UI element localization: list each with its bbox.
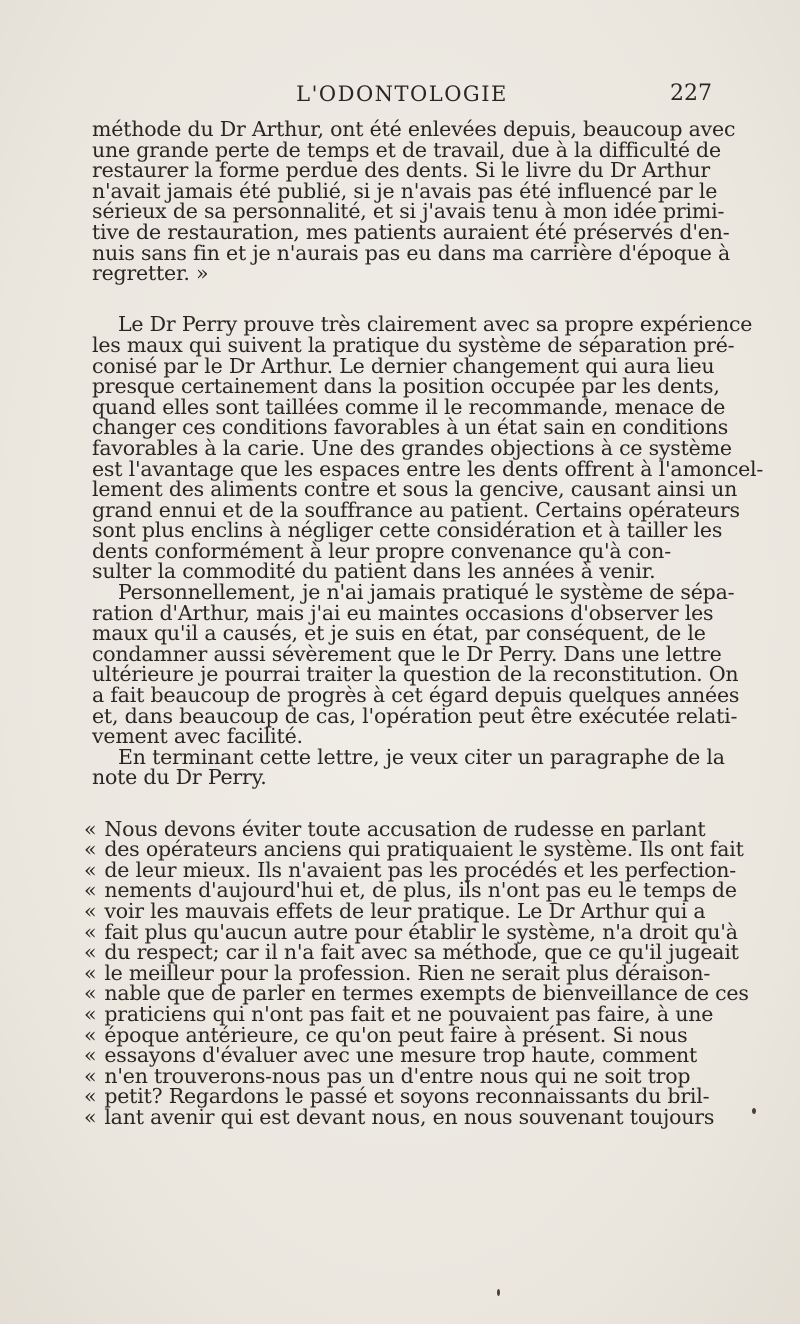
guillemet-mark: «: [84, 1001, 97, 1026]
text-line: note du Dr Perry.: [92, 765, 267, 790]
guillemet-mark: «: [84, 878, 97, 903]
text-line: grand ennui et de la souffrance au patient. Certains opérateurs: [92, 497, 740, 522]
guillemet-mark: «: [84, 857, 97, 882]
text-line: Personnellement, je n'ai jamais pratiqué le système de sépa-: [118, 580, 735, 605]
ink-speck: [752, 1108, 756, 1114]
paragraph-personnellement: [92, 580, 740, 749]
quote-line: [84, 857, 737, 882]
text-line: n'avait jamais été publié, si je n'avais pas été influencé par le: [92, 178, 718, 203]
quote-line: [84, 837, 744, 862]
paragraph-gap: [92, 284, 712, 305]
quote-line: [84, 898, 712, 923]
page-number: 227: [670, 81, 712, 106]
text-line: quand elles sont taillées comme il le recommande, menace de: [92, 394, 726, 419]
quote-text: nable que de parler en termes exempts de bienveillance de ces: [104, 981, 749, 1006]
text-line: méthode du Dr Arthur, ont été enlevées depuis, beaucoup avec: [92, 117, 736, 141]
quote-line: [84, 1022, 712, 1047]
ink-speck: [497, 1289, 500, 1296]
guillemet-mark: «: [84, 960, 97, 985]
text-line: Le Dr Perry prouve très clairement avec sa propre expérience: [118, 312, 753, 337]
text-line: a fait beaucoup de progrès à cet égard depuis quelques années: [92, 683, 740, 708]
quote-line: [84, 919, 738, 944]
guillemet-mark: «: [84, 837, 97, 862]
guillemet-mark: «: [84, 919, 97, 944]
text-line: regretter. »: [92, 261, 209, 286]
text-line: restaurer la forme perdue des dents. Si le livre du Dr Arthur: [92, 158, 710, 183]
text-line: ration d'Arthur, mais j'ai eu maintes occasions d'observer les: [92, 600, 714, 625]
quote-line: [84, 1063, 712, 1088]
journal-title: L'ODONTOLOGIE: [296, 82, 508, 106]
paragraph-continuation: [92, 117, 736, 286]
quote-line: [84, 816, 712, 841]
quote-text: essayons d'évaluer avec une mesure trop haute, comment: [104, 1043, 698, 1068]
guillemet-mark: «: [84, 1022, 97, 1047]
quote-text: nements d'aujourd'hui et, de plus, ils n'ont pas eu le temps de: [104, 878, 737, 903]
text-line: ultérieure je pourrai traiter la question de la reconstitution. On: [92, 662, 739, 687]
text-line: conisé par le Dr Arthur. Le dernier changement qui aura lieu: [92, 353, 715, 378]
guillemet-mark: «: [84, 1104, 97, 1129]
quote-text: petit? Regardons le passé et soyons reconnaissants du bril-: [104, 1084, 710, 1109]
text-line: maux qu'il a causés, et je suis en état, par conséquent, de le: [92, 621, 706, 646]
text-line: sont plus enclins à négliger cette considération et à tailler les: [92, 518, 723, 543]
running-head: [92, 78, 712, 110]
text-line: et, dans beaucoup de cas, l'opération peut être exécutée relati-: [92, 703, 738, 728]
text-line: est l'avantage que les espaces entre les dents offrent à l'amoncel-: [92, 456, 764, 481]
text-line: favorables à la carie. Une des grandes objections à ce système: [92, 435, 732, 460]
text-line: sulter la commodité du patient dans les années à venir.: [92, 559, 656, 584]
quote-text: fait plus qu'aucun autre pour établir le système, n'a droit qu'à: [104, 919, 738, 944]
text-line: lement des aliments contre et sous la gencive, causant ainsi un: [92, 477, 738, 502]
quote-line: [84, 1001, 714, 1026]
text-line: une grande perte de temps et de travail, due à la difficulté de: [92, 137, 721, 162]
quote-text: de leur mieux. Ils n'avaient pas les procédés et les perfection-: [104, 857, 737, 882]
quotation-block: [84, 816, 749, 1129]
quote-text: du respect; car il n'a fait avec sa méthode, que ce qu'il jugeait: [104, 940, 739, 965]
quote-line: [84, 1084, 712, 1109]
text-line: condamner aussi sévèrement que le Dr Perry. Dans une lettre: [92, 641, 722, 666]
text-line: les maux qui suivent la pratique du système de séparation pré-: [92, 332, 735, 357]
text-line: nuis sans fin et je n'aurais pas eu dans ma carrière d'époque à: [92, 240, 730, 265]
quote-line: [84, 981, 749, 1006]
quote-text: praticiens qui n'ont pas fait et ne pouvaient pas faire, à une: [104, 1001, 714, 1026]
quote-text: n'en trouverons-nous pas un d'entre nous qui ne soit trop: [104, 1063, 691, 1088]
quote-line: [84, 1043, 712, 1068]
guillemet-mark: «: [84, 940, 97, 965]
quote-text: époque antérieure, ce qu'on peut faire à présent. Si nous: [104, 1022, 688, 1047]
quote-text: voir les mauvais effets de leur pratique. Le Dr Arthur qui a: [104, 898, 706, 923]
text-line: changer ces conditions favorables à un état sain en conditions: [92, 415, 729, 440]
text-line: tive de restauration, mes patients auraient été préservés d'en-: [92, 219, 730, 244]
quote-line: [84, 960, 712, 985]
quote-line: [84, 1104, 715, 1129]
quote-text: le meilleur pour la profession. Rien ne serait plus déraison-: [104, 960, 711, 985]
guillemet-mark: «: [84, 898, 97, 923]
quote-text: Nous devons éviter toute accusation de rudesse en parlant: [104, 816, 706, 841]
paragraph-perry: [92, 312, 764, 584]
quote-line: [84, 940, 739, 965]
guillemet-mark: «: [84, 816, 97, 841]
quote-text: lant avenir qui est devant nous, en nous souvenant toujours: [104, 1104, 715, 1129]
guillemet-mark: «: [84, 1043, 97, 1068]
text-line: En terminant cette lettre, je veux citer un paragraphe de la: [118, 744, 725, 769]
paragraph-en-terminant: [92, 744, 725, 790]
text-line: vement avec facilité.: [92, 724, 303, 749]
text-line: dents conformément à leur propre convenance qu'à con-: [92, 538, 671, 563]
guillemet-mark: «: [84, 981, 97, 1006]
text-line: sérieux de sa personnalité, et si j'avais tenu à mon idée primi-: [92, 199, 725, 224]
text-line: presque certainement dans la position occupée par les dents,: [92, 374, 720, 399]
guillemet-mark: «: [84, 1063, 97, 1088]
guillemet-mark: «: [84, 1084, 97, 1109]
paragraph-gap: [92, 788, 712, 809]
body-text: [84, 117, 764, 1129]
quote-line: [84, 878, 737, 903]
quote-text: des opérateurs anciens qui pratiquaient le système. Ils ont fait: [104, 837, 744, 862]
